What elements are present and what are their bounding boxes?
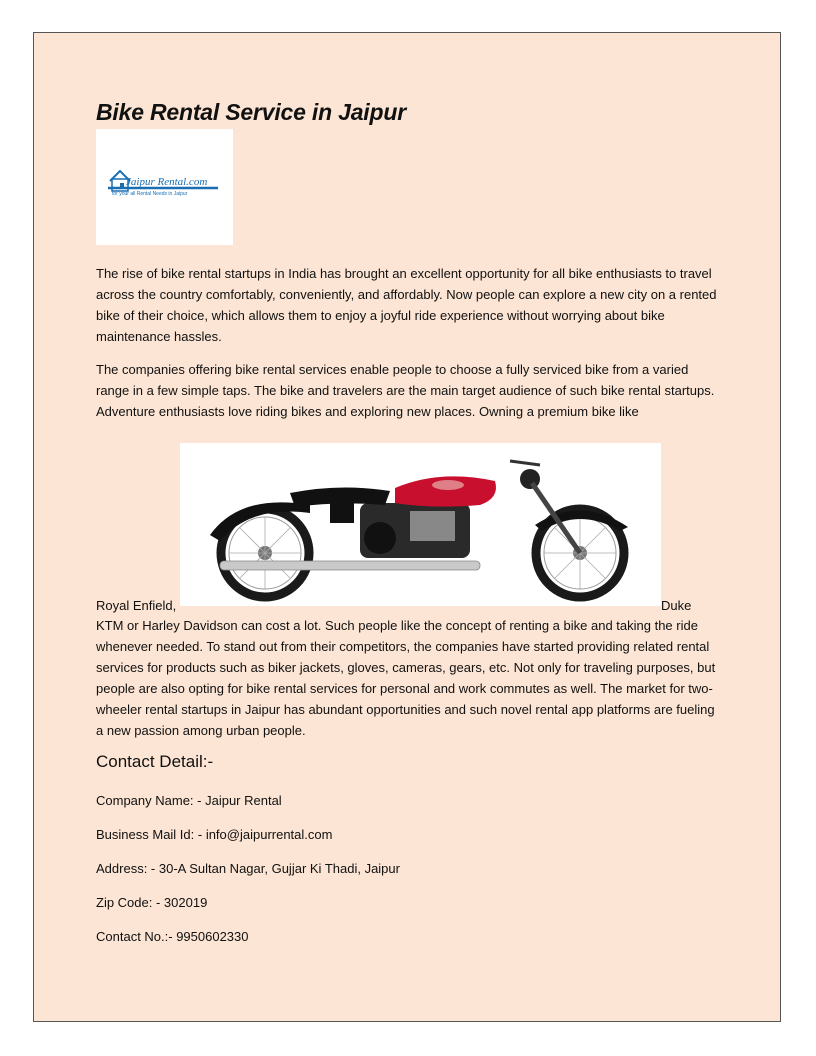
paragraph-bikes-start: Royal Enfield, bbox=[96, 598, 177, 613]
company-name: Company Name: - Jaipur Rental bbox=[96, 793, 282, 808]
jaipur-rental-logo bbox=[96, 129, 233, 245]
document-page bbox=[33, 32, 781, 1022]
business-mail: Business Mail Id: - info@jaipurrental.com bbox=[96, 827, 333, 842]
contact-number: Contact No.:- 9950602330 bbox=[96, 929, 249, 944]
zip-code: Zip Code: - 302019 bbox=[96, 895, 208, 910]
motorcycle-icon bbox=[180, 443, 661, 606]
paragraph-services: The companies offering bike rental services enable people to choose a fully serviced bike from a varied range in a few simple taps. The bike and travelers are the main target audience of such bike rental startups. Adventure enthusiasts love riding bikes and exploring new places. Owning a premium bike like bbox=[96, 362, 715, 419]
paragraph-bikes-duke: Duke bbox=[661, 598, 692, 613]
paragraph-intro: The rise of bike rental startups in India has brought an excellent opportunity for all bike enthusiasts to travel across the country comfortably, conveniently, and affordably. Now people can explore a new city on a rented bike of their choice, which allows them to enjoy a joyful ride experience without worrying about bike maintenance hassles. bbox=[96, 266, 717, 344]
paragraph-bikes: KTM or Harley Davidson can cost a lot. Such people like the concept of renting a bike and taking the ride whenever needed. To stand out from their competitors, the companies have started providing related rental services for products such as biker jackets, gloves, cameras, gears, etc. Not only for traveling purposes, but people are also opting for bike rental services for personal and work commutes as well. The market for two-wheeler rental startups in Jaipur has abundant opportunities and such novel rental app platforms are fueling a new passion among urban people. bbox=[96, 618, 716, 738]
address: Address: - 30-A Sultan Nagar, Gujjar Ki Thadi, Jaipur bbox=[96, 861, 400, 876]
contact-heading: Contact Detail:- bbox=[96, 752, 214, 771]
logo-tagline-text: for your all Rental Needs in Jaipur bbox=[112, 191, 188, 197]
motorcycle-image bbox=[180, 443, 661, 606]
logo-brand-text: Jaipur Rental.com bbox=[126, 176, 208, 188]
document-title: Bike Rental Service in Jaipur bbox=[96, 99, 406, 125]
house-logo-icon bbox=[96, 129, 233, 245]
